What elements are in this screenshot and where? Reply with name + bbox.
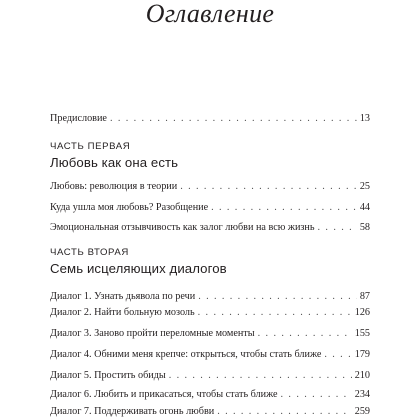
toc-entry-preface[interactable] bbox=[50, 112, 370, 126]
toc-entry[interactable] bbox=[50, 221, 370, 235]
toc-entry-page: 87 bbox=[359, 291, 370, 302]
toc-entry-title: Диалог 1. Узнать дьявола по речи bbox=[50, 291, 196, 302]
toc-entry[interactable] bbox=[50, 369, 370, 383]
toc-entry-title: Куда ушла моя любовь? Разобщение bbox=[50, 202, 209, 213]
part-label: ЧАСТЬ ВТОРАЯ bbox=[50, 247, 129, 258]
toc-entry-page: 44 bbox=[359, 202, 370, 213]
toc-entry-page: 179 bbox=[354, 349, 370, 360]
toc-entry-page: 155 bbox=[354, 328, 370, 339]
dot-leader bbox=[198, 290, 357, 304]
toc-entry-page: 234 bbox=[354, 389, 370, 400]
toc-entry[interactable] bbox=[50, 327, 370, 341]
dot-leader bbox=[180, 180, 357, 194]
dot-leader bbox=[198, 306, 352, 320]
toc-entry-page: 259 bbox=[354, 406, 370, 417]
dot-leader bbox=[318, 221, 357, 235]
dot-leader bbox=[169, 369, 352, 383]
part-label: ЧАСТЬ ПЕРВАЯ bbox=[50, 141, 131, 152]
part-title: Семь исцеляющих диалогов bbox=[50, 261, 227, 276]
part-title: Любовь как она есть bbox=[50, 155, 179, 170]
toc-entry-title: Эмоциональная отзывчивость как залог любви на всю жизнь bbox=[50, 222, 315, 233]
toc-entry-page: 25 bbox=[359, 181, 370, 192]
toc-entry[interactable] bbox=[50, 348, 370, 362]
dot-leader bbox=[324, 348, 351, 362]
dot-leader bbox=[110, 112, 357, 126]
toc-entry-title: Диалог 6. Любить и прикасаться, чтобы стать ближе bbox=[50, 389, 278, 400]
toc-entry-title: Диалог 4. Обними меня крепче: открыться, чтобы стать ближе bbox=[50, 349, 322, 360]
toc-entry-page: 210 bbox=[354, 370, 370, 381]
toc-entry[interactable] bbox=[50, 306, 370, 320]
toc-entry-title: Диалог 3. Заново пройти переломные моменты bbox=[50, 328, 255, 339]
toc-entry[interactable] bbox=[50, 290, 370, 304]
toc-entry-title: Диалог 5. Простить обиды bbox=[50, 370, 166, 381]
toc-entry-title: Предисловие bbox=[50, 113, 107, 124]
toc-entry-title: Любовь: революция в теории bbox=[50, 181, 178, 192]
dot-leader bbox=[281, 388, 352, 402]
toc-entry[interactable] bbox=[50, 201, 370, 215]
toc-entry-page: 126 bbox=[354, 307, 370, 318]
toc-entry[interactable] bbox=[50, 405, 370, 419]
toc-entry-page: 13 bbox=[359, 113, 370, 124]
toc-entry-title: Диалог 7. Поддерживать огонь любви bbox=[50, 406, 215, 417]
dot-leader bbox=[217, 405, 352, 419]
page-title: Оглавление bbox=[145, 0, 275, 28]
dot-leader bbox=[258, 327, 352, 341]
toc-entry-title: Диалог 2. Найти больную мозоль bbox=[50, 307, 195, 318]
dot-leader bbox=[211, 201, 357, 215]
toc-entry[interactable] bbox=[50, 388, 370, 402]
toc-entry-page: 58 bbox=[359, 222, 370, 233]
toc-entry[interactable] bbox=[50, 180, 370, 194]
